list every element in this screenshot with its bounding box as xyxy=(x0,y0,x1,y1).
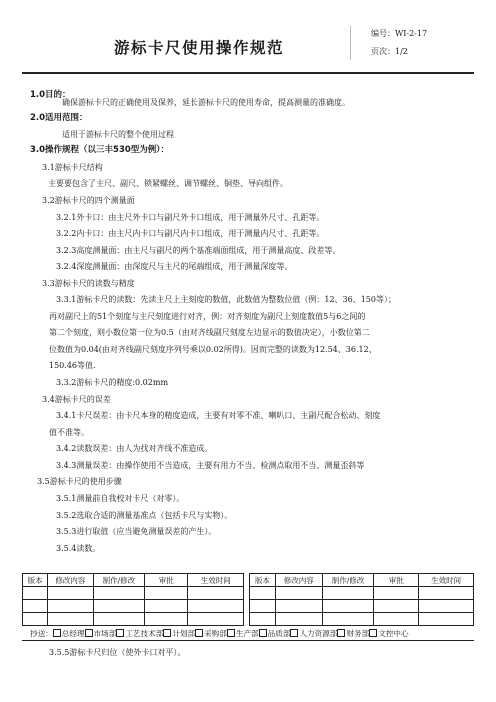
item-3-2-3: 3.2.3高度测量面：由主尺与副尺的两个基准端面组成，用于测量高度、段差等。 xyxy=(56,246,341,255)
header-divider xyxy=(350,26,351,60)
cc-distribution xyxy=(30,628,409,639)
item-3-5-5: 3.5.5游标卡尺归位（使外卡口对平）。 xyxy=(49,648,186,657)
section-purpose-title: 1.0目的： xyxy=(30,90,71,100)
item-3-3-2: 3.3.2游标卡尺的精度:0.02mm xyxy=(56,378,169,387)
heading-3-5: 3.5游标卡尺的使用步骤 xyxy=(37,477,122,486)
item-3-3-1-line2: 再对副尺上的51个刻度与主尺刻度进行对齐，例：对齐刻度为副尺上刻度数值5与6之间的 xyxy=(49,312,366,321)
col-effective-date: 生效时间 xyxy=(419,574,474,587)
cc-item: 总经理 xyxy=(61,629,85,638)
section-scope-text: 适用于游标卡尺的整个使用过程 xyxy=(62,130,174,139)
item-3-4-1-line1: 3.4.1卡尺误差：由卡尺本身的精度造成，主要有对零不准、喇叭口、主副尺配合松动、刻度 xyxy=(56,411,381,420)
heading-3-4: 3.4游标卡尺的误差 xyxy=(42,395,111,404)
item-3-3-1-line1: 3.3.1游标卡尺的读数：先读主尺上主刻度的数值，此数值为整数位值（例：12、36、150等）； xyxy=(56,295,396,304)
table-row xyxy=(23,613,244,626)
checkbox[interactable] xyxy=(290,629,298,637)
document-code: 编号：WI-2-17 xyxy=(371,29,428,38)
item-3-3-1-line4: 位数值为0.04(由对齐线副尺刻度序列号乘以0.02所得)。因而完整的读数为12.54、36.12、 xyxy=(49,345,377,354)
cc-item: 工艺技术部 xyxy=(125,629,164,638)
item-3-2-4: 3.2.4深度测量面：由深度尺与主尺的尾端组成，用于测量深度等。 xyxy=(56,262,293,271)
col-approval: 审批 xyxy=(145,574,188,587)
paragraph-3-1: 主要要包含了主尺、副尺、锁紧螺丝、调节螺丝、铜垫、导向组件。 xyxy=(48,179,288,188)
cc-item: 计划部 xyxy=(172,629,196,638)
page-indicator: 页次：1/2 xyxy=(371,47,408,56)
section-purpose-text: 确保游标卡尺的正确使用及保养，延长游标卡尺的使用寿命，提高测量的准确度。 xyxy=(62,98,350,107)
table-row xyxy=(250,600,474,613)
col-version: 版本 xyxy=(23,574,48,587)
document-title: 游标卡尺使用操作规范 xyxy=(114,39,285,57)
checkbox[interactable] xyxy=(116,629,124,637)
cc-label: 抄送： xyxy=(30,629,53,638)
item-3-5-1: 3.5.1测量前自我校对卡尺（对零）。 xyxy=(56,494,185,503)
cc-item: 文控中心 xyxy=(378,629,409,638)
heading-3-3: 3.3游标卡尺的读数与精度 xyxy=(42,279,135,288)
checkbox[interactable] xyxy=(259,629,267,637)
item-3-5-4: 3.5.4读数。 xyxy=(56,544,101,553)
cc-item: 采购部 xyxy=(204,629,227,638)
item-3-4-2: 3.4.2读数误差：由人为找对齐线不准造成。 xyxy=(56,444,213,453)
item-3-3-1-line3: 第二个刻度，则小数位第一位为0.5（由对齐线副尺刻度左边显示的数值决定），小数位第二 xyxy=(49,328,370,337)
heading-3-2: 3.2游标卡尺的四个测量面 xyxy=(42,196,135,205)
checkbox[interactable] xyxy=(163,629,171,637)
cc-item: 生产部 xyxy=(235,629,259,638)
cc-item: 市场部 xyxy=(93,629,117,638)
item-3-5-3: 3.5.3进行取值（应当避免测量误差的产生）。 xyxy=(56,527,217,536)
col-content: 修改内容 xyxy=(275,574,322,587)
table-row xyxy=(23,587,244,600)
cc-rule xyxy=(22,640,474,641)
col-approval: 审批 xyxy=(374,574,419,587)
checkbox[interactable] xyxy=(85,629,93,637)
checkbox[interactable] xyxy=(227,629,235,637)
table-row xyxy=(250,587,474,600)
heading-3-1: 3.1游标卡尺结构 xyxy=(42,163,103,172)
item-3-2-1: 3.2.1外卡口：由主尺外卡口与副尺外卡口组成，用于测量外尺寸、孔距等。 xyxy=(56,213,325,222)
item-3-4-1-line2: 值不准等。 xyxy=(49,428,89,437)
cc-item: 财务部 xyxy=(346,629,370,638)
document-header xyxy=(22,22,474,64)
item-3-4-3: 3.4.3测量误差：由操作使用不当造成，主要有用力不当、检测点取用不当、测量歪斜等 xyxy=(56,461,365,470)
col-version: 版本 xyxy=(250,574,276,587)
section-procedure-title: 3.0操作规程（以三丰530型为例）： xyxy=(30,145,170,155)
item-3-5-2: 3.5.2选取合适的测量基准点（包括卡尺与实物）。 xyxy=(56,511,233,520)
table-row xyxy=(23,600,244,613)
checkbox[interactable] xyxy=(369,629,377,637)
checkbox[interactable] xyxy=(195,629,203,637)
col-content: 修改内容 xyxy=(48,574,93,587)
revision-table-left xyxy=(22,573,244,626)
col-author: 制作/修改 xyxy=(322,574,374,587)
col-author: 制作/修改 xyxy=(93,574,144,587)
cc-item: 人力资源部 xyxy=(299,629,338,638)
item-3-3-1-line5: 150.46等值. xyxy=(49,361,96,370)
table-header-row xyxy=(250,574,474,587)
item-3-2-2: 3.2.2内卡口：由主尺内卡口与副尺内卡口组成，用于测量内尺寸、孔距等。 xyxy=(56,229,325,238)
col-effective-date: 生效时间 xyxy=(188,574,244,587)
checkbox[interactable] xyxy=(53,629,61,637)
checkbox[interactable] xyxy=(337,629,345,637)
header-rule xyxy=(22,72,474,74)
cc-item: 品质部 xyxy=(267,629,291,638)
table-row xyxy=(250,613,474,626)
section-scope-title: 2.0适用范围： xyxy=(30,113,88,123)
revision-table-right xyxy=(249,573,474,626)
table-header-row xyxy=(23,574,244,587)
